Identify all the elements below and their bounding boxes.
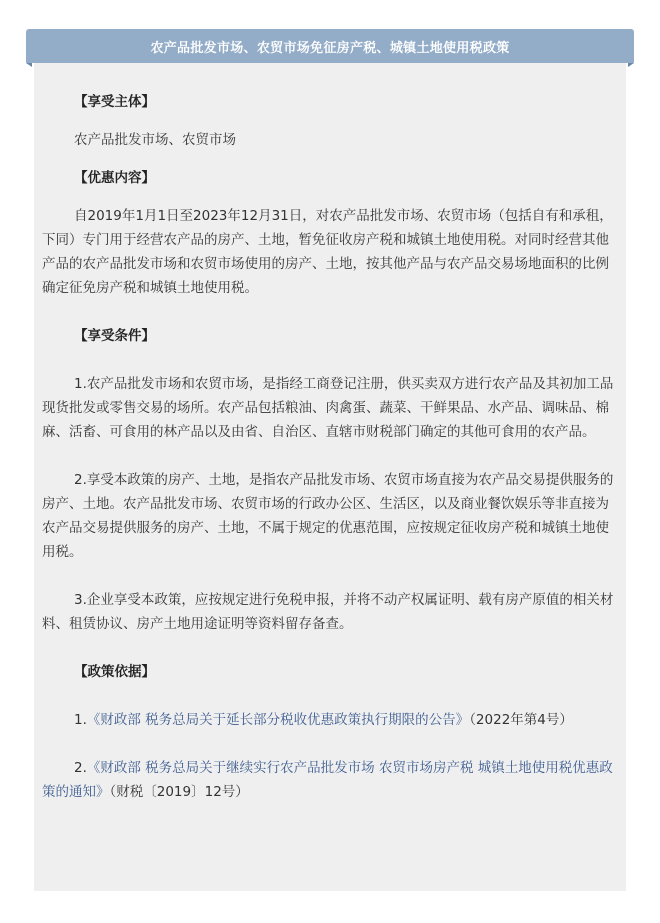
condition-item: 2.享受本政策的房产、土地，是指农产品批发市场、农贸市场直接为农产品交易提供服务的房产、土地。农产品批发市场、农贸市场的行政办公区、生活区，以及商业餐饮娱乐等非直接为农产品交易提供服务的房产、土地，不属于规定的优惠范围，应按规定征收房产税和城镇土地使用税。 (42, 472, 614, 560)
subject-text: 农产品批发市场、农贸市场 (74, 132, 236, 148)
basis-suffix: （财税〔2019〕12号） (109, 784, 249, 800)
basis-link[interactable]: 《财政部 税务总局关于延长部分税收优惠政策执行期限的公告》 (86, 712, 470, 728)
banner-fold-right (628, 63, 634, 67)
section-heading-conditions: 【享受条件】 (74, 328, 155, 344)
basis-item-2 (42, 756, 616, 804)
policy-title-banner (26, 29, 634, 63)
basis-link[interactable]: 《财政部 税务总局关于继续实行农产品批发市场 农贸市场房产税 城镇土地使用税优惠政策的通知》 (42, 760, 613, 800)
basis-suffix: （2022年第4号） (469, 712, 573, 728)
section-heading-basis: 【政策依据】 (74, 664, 155, 680)
basis-prefix: 1. (74, 712, 87, 728)
policy-content (42, 90, 616, 804)
banner-fold-left (26, 63, 32, 67)
content-text: 自2019年1月1日至2023年12月31日，对农产品批发市场、农贸市场（包括自有和承租，下同）专门用于经营农产品的房产、土地，暂免征收房产税和城镇土地使用税。对同时经营其他产品的农产品批发市场和农贸市场使用的房产、土地，按其他产品与农产品交易场地面积的比例确定征免房产税和城镇土地使用税。 (42, 208, 613, 296)
basis-item-1 (42, 708, 616, 732)
basis-prefix: 2. (74, 760, 87, 776)
policy-title: 农产品批发市场、农贸市场免征房产税、城镇土地使用税政策 (150, 40, 510, 56)
condition-item: 3.企业享受本政策，应按规定进行免税申报，并将不动产权属证明、载有房产原值的相关材料、租赁协议、房产土地用途证明等资料留存备查。 (42, 592, 614, 632)
condition-item: 1.农产品批发市场和农贸市场，是指经工商登记注册，供买卖双方进行农产品及其初加工品现货批发或零售交易的场所。农产品包括粮油、肉禽蛋、蔬菜、干鲜果品、水产品、调味品、棉麻、活畜、可食用的林产品以及由省、自治区、直辖市财税部门确定的其他可食用的农产品。 (42, 376, 614, 440)
section-heading-content: 【优惠内容】 (74, 170, 155, 186)
section-heading-subject: 【享受主体】 (74, 94, 155, 110)
